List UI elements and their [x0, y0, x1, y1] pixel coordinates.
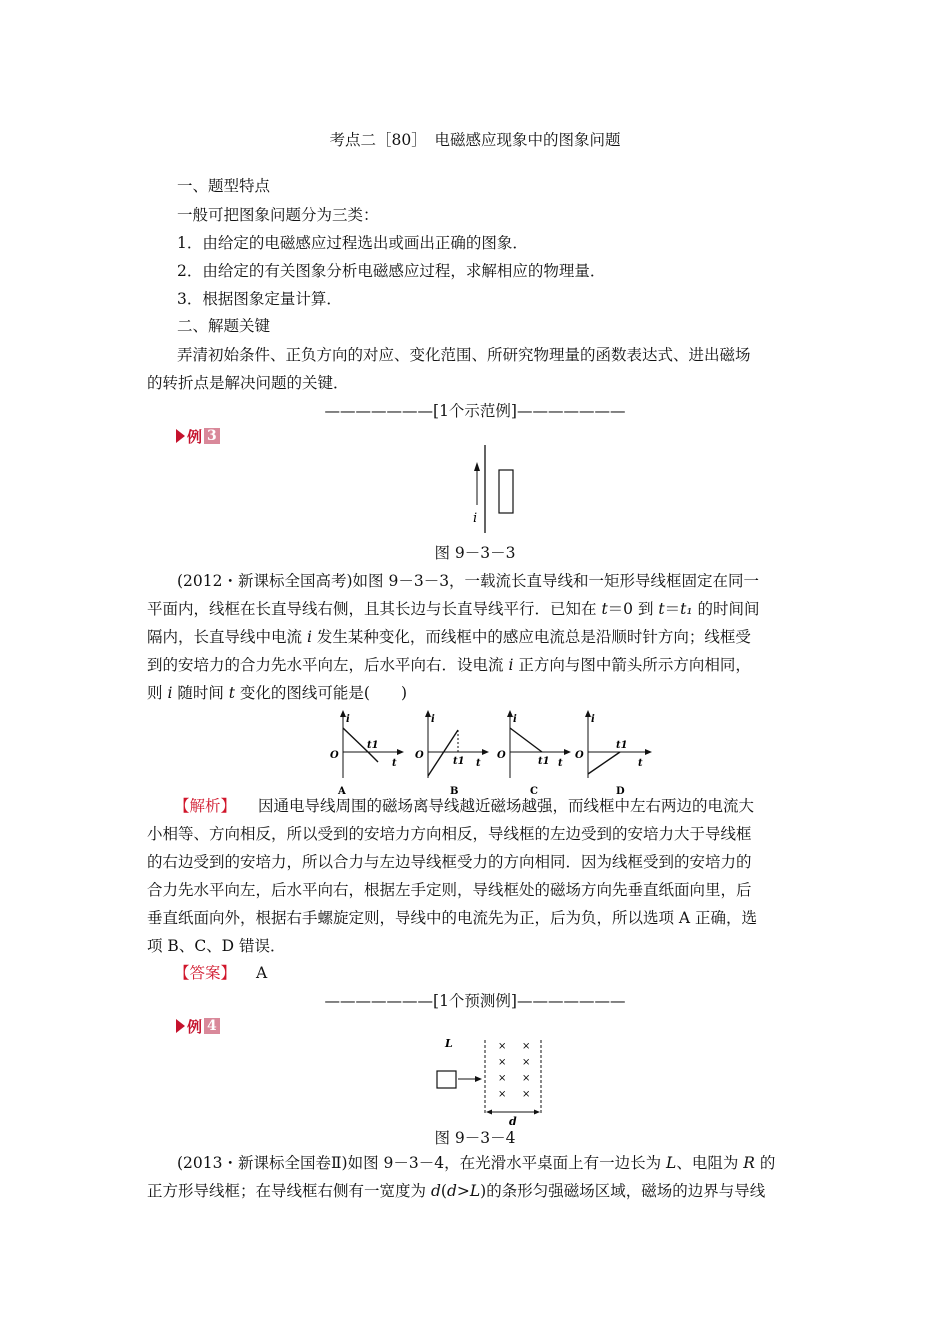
figure-wire-loop [460, 440, 530, 540]
current-label: i [473, 511, 478, 526]
analysis-line: 合力先水平向左，后水平向右，根据左手定则，导线框处的磁场方向先垂直纸面向里，后 [147, 881, 752, 899]
field-marks [498, 1041, 530, 1100]
analysis-tag: 【解析】 [174, 797, 237, 815]
section2-text: 的转折点是解决问题的关键． [147, 374, 349, 392]
graph-c-t1: t1 [538, 756, 550, 767]
answer-line [174, 963, 267, 983]
problem-line: (2012・新课标全国高考)如图 9－3－3，一载流长直导线和一矩形导线框固定在同一 [177, 572, 760, 590]
svg-text:×: × [498, 1073, 507, 1084]
figure-caption: 图 9－3－3 [434, 544, 516, 562]
section2-text: 弄清初始条件、正负方向的对应、变化范围、所研究物理量的函数表达式、进出磁场 [177, 346, 751, 364]
square-loop [437, 1071, 456, 1088]
graph-d-origin: O [575, 750, 584, 761]
graph-d-y-label: i [591, 714, 595, 725]
graph-b-line [428, 730, 458, 776]
example-badge [176, 426, 220, 446]
graph-d-label: D [616, 786, 625, 797]
badge-label: 例 [187, 427, 203, 446]
graph-c-line [510, 728, 542, 752]
arrow-icon [534, 1110, 540, 1115]
section2-heading: 二、解题关键 [177, 317, 271, 335]
answer-value: A [256, 964, 268, 982]
divider-example: ———————[1个示范例]——————— [324, 402, 626, 420]
page-title: 考点二［80］ 电磁感应现象中的图象问题 [329, 131, 621, 149]
graph-b-x-label: t [476, 758, 481, 769]
problem-line: 正方形导线框；在导线框右侧有一宽度为 d(d>L)的条形匀强磁场区域，磁场的边界与导线 [147, 1182, 766, 1200]
analysis-line: 的右边受到的安培力，所以合力与左边导线框受力的方向相同．因为线框受到的安培力的 [147, 853, 752, 871]
figure-caption: 图 9－3－4 [434, 1129, 516, 1147]
svg-text:×: × [498, 1057, 507, 1068]
graph-d-t1: t1 [616, 740, 628, 751]
problem-line: 则 i 随时间 t 变化的图线可能是( ) [147, 684, 408, 702]
badge-label: 例 [187, 1017, 203, 1036]
analysis-line: 【解析】 因通电导线周围的磁场离导线越近磁场越强，而线框中左右两边的电流大 [174, 797, 755, 815]
problem-line: 到的安培力的合力先水平向左，后水平向右．设电流 i 正方向与图中箭头所示方向相同， [147, 656, 751, 674]
arrow-icon [482, 749, 489, 755]
figure-magnetic-field [432, 1034, 552, 1126]
badge-number: 4 [204, 1018, 220, 1034]
width-label: d [509, 1115, 517, 1126]
divider-prediction: ———————[1个预测例]——————— [324, 992, 626, 1010]
badge-arrow-icon [176, 1019, 185, 1033]
badge-number: 3 [204, 428, 220, 444]
graph-b-label: B [450, 786, 459, 797]
rect-loop [499, 470, 513, 513]
option-graphs [320, 706, 660, 798]
svg-text:×: × [522, 1089, 531, 1100]
svg-text:×: × [498, 1089, 507, 1100]
graph-c-label: C [530, 786, 538, 797]
arrow-icon [486, 1110, 492, 1115]
example-badge [176, 1016, 220, 1036]
section1-heading: 一、题型特点 [177, 177, 271, 195]
svg-text:×: × [498, 1041, 507, 1052]
problem-line: (2013・新课标全国卷Ⅱ)如图 9－3－4，在光滑水平桌面上有一边长为 L、电阻为 R 的 [177, 1154, 776, 1172]
arrow-icon [564, 749, 571, 755]
arrow-icon [645, 749, 652, 755]
graph-d-x-label: t [638, 758, 643, 769]
graph-a-label: A [338, 786, 346, 797]
problem-line: 平面内，线框在长直导线右侧，且其长边与长直导线平行．已知在 t＝0 到 t＝t₁ 的时间间 [147, 600, 760, 618]
analysis-line: 小相等、方向相反，所以受到的安培力方向相反，导线框的左边受到的安培力大于导线框 [147, 825, 752, 843]
svg-text:×: × [522, 1073, 531, 1084]
graph-b-origin: O [415, 750, 424, 761]
graph-a-origin: O [330, 750, 339, 761]
svg-text:×: × [522, 1057, 531, 1068]
graph-b-y-label: i [431, 714, 435, 725]
answer-tag: 【答案】 [174, 964, 237, 982]
graph-a-y-label: i [346, 714, 350, 725]
graph-d-line [588, 752, 620, 774]
graph-a-x-label: t [392, 758, 397, 769]
graph-c-origin: O [497, 750, 506, 761]
graph-a-t1: t1 [367, 740, 379, 751]
graph-c-y-label: i [513, 714, 517, 725]
side-label: L [445, 1037, 453, 1050]
analysis-line: 垂直纸面向外，根据右手螺旋定则，导线中的电流先为正，后为负，所以选项 A 正确，选 [147, 909, 758, 927]
svg-text:×: × [522, 1041, 531, 1052]
section1-item: 3．根据图象定量计算． [177, 290, 342, 308]
graph-b-t1: t1 [453, 756, 465, 767]
analysis-line: 项 B、C、D 错误． [147, 937, 286, 955]
problem-line: 隔内，长直导线中电流 i 发生某种变化，而线框中的感应电流总是沿顺时针方向；线框受 [147, 628, 751, 646]
arrow-head-icon [474, 462, 480, 471]
graph-a-line [343, 728, 368, 752]
section1-item: 1．由给定的电磁感应过程选出或画出正确的图象． [177, 234, 528, 252]
arrow-icon [397, 749, 404, 755]
section1-item: 2．由给定的有关图象分析电磁感应过程，求解相应的物理量． [177, 262, 606, 280]
graph-a-line [368, 752, 378, 762]
section1-intro: 一般可把图象问题分为三类： [177, 206, 379, 224]
badge-arrow-icon [176, 429, 185, 443]
graph-c-x-label: t [558, 758, 563, 769]
arrow-head-icon [475, 1076, 482, 1082]
